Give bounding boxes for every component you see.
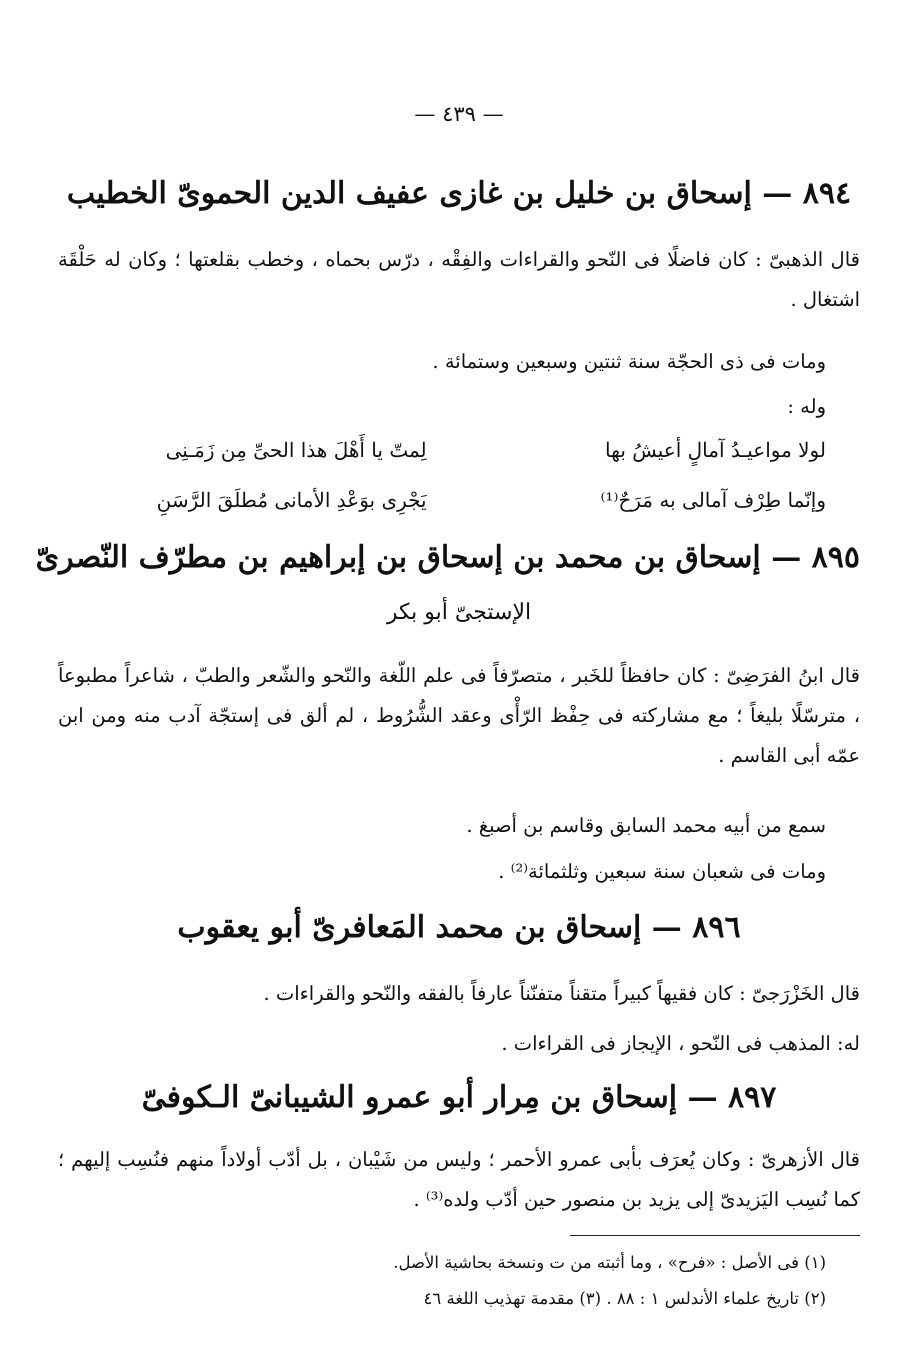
footnote-divider	[570, 1235, 860, 1236]
entry-897-paragraph-1: قال الأزهرىّ : وكان يُعرَف بأبى عمرو الأحمر ؛ وليس من شَيْبان ، بل أدّب أولاداً منهم فنُسِب إليهم ؛ كما نُسِب اليَزيدىّ إلى يزيد بن منصور حين أدّب ولده⁽³⁾ .	[58, 1148, 860, 1211]
entry-895-paragraph-1: قال ابنُ الفرَضِىّ : كان حافظاً للخَبر ، متصرّفاً فى علم اللّغة والنّحو والشّعر والطبّ ، شاعراً مطبوعاً ، مترسّلًا بليغاً ؛ مع مشاركته فى حِفْظ الرّأْى وعقد الشُّرُوط ، لم ألق فى إستجّة آدب منه ومن ابن عمّه أبى القاسم .	[58, 664, 860, 767]
entry-896-paragraph-1: قال الخَزْرَجىّ : كان فقيهاً كبيراً متقناً متفنّناً عارفاً بالفقه والنّحو والقراءات .	[263, 982, 860, 1005]
verse-1-hemistich-a: لولا مواعيـدُ آمالٍ أعيشُ بها	[605, 438, 826, 462]
footnote-1: (١) فى الأصل : «فرح» ، وما أثبته من ت ونسخة بحاشية الأصل.	[393, 1253, 826, 1272]
verse-2-hemistich-b: يَجْرِى بوَعْدِ الأمانى مُطلَقَ الرَّسَنِ	[156, 488, 427, 512]
verse-1-hemistich-b: لِمتّ يا أَهْلَ هذا الحىِّ مِن زَمَـنِى	[165, 438, 427, 462]
entry-896-heading: ٨٩٦ — إسحاق بن محمد المَعافرىّ أبو يعقوب	[177, 910, 741, 945]
entry-897-heading: ٨٩٧ — إسحاق بن مِرار أبو عمرو الشيبانىّ الـكوفىّ	[141, 1080, 777, 1115]
entry-894-paragraph-3: وله :	[787, 395, 826, 418]
entry-896-paragraph-2: له: المذهب فى النّحو ، الإيجاز فى القراءات .	[501, 1032, 860, 1055]
footnote-2-3: (٢) تاريخ علماء الأندلس ١ : ٨٨ . (٣) مقدمة تهذيب اللغة ٤٦	[423, 1289, 826, 1308]
verse-line-1	[58, 438, 826, 462]
verse-2-hemistich-a: وإنّما طِرْف آمالى به مَرَحٌ⁽¹⁾	[600, 488, 826, 512]
entry-894-paragraph-2: ومات فى ذى الحجّة سنة ثنتين وسبعين وستمائة .	[432, 350, 826, 373]
entry-894-heading: ٨٩٤ — إسحاق بن خليل بن غازى عفيف الدين الحموىّ الخطيب	[66, 176, 852, 211]
entry-895-heading: ٨٩٥ — إسحاق بن محمد بن إسحاق بن إبراهيم بن مطرّف النّصرىّ	[35, 540, 860, 575]
verse-line-2	[58, 488, 826, 512]
entry-895-paragraph-2: سمع من أبيه محمد السابق وقاسم بن أصبغ .	[466, 814, 826, 837]
entry-895-paragraph-3: ومات فى شعبان سنة سبعين وثلثمائة⁽²⁾ .	[498, 860, 826, 883]
entry-895-subheading: الإستجىّ أبو بكر	[386, 600, 532, 625]
page-number: — ٤٣٩ —	[414, 102, 504, 126]
entry-894-paragraph-1: قال الذهبىّ : كان فاضلًا فى النّحو والقراءات والفِقْه ، درّس بحماه ، وخطب بقلعتها ؛ وكان له حَلْقَة اشتغال .	[58, 248, 860, 311]
